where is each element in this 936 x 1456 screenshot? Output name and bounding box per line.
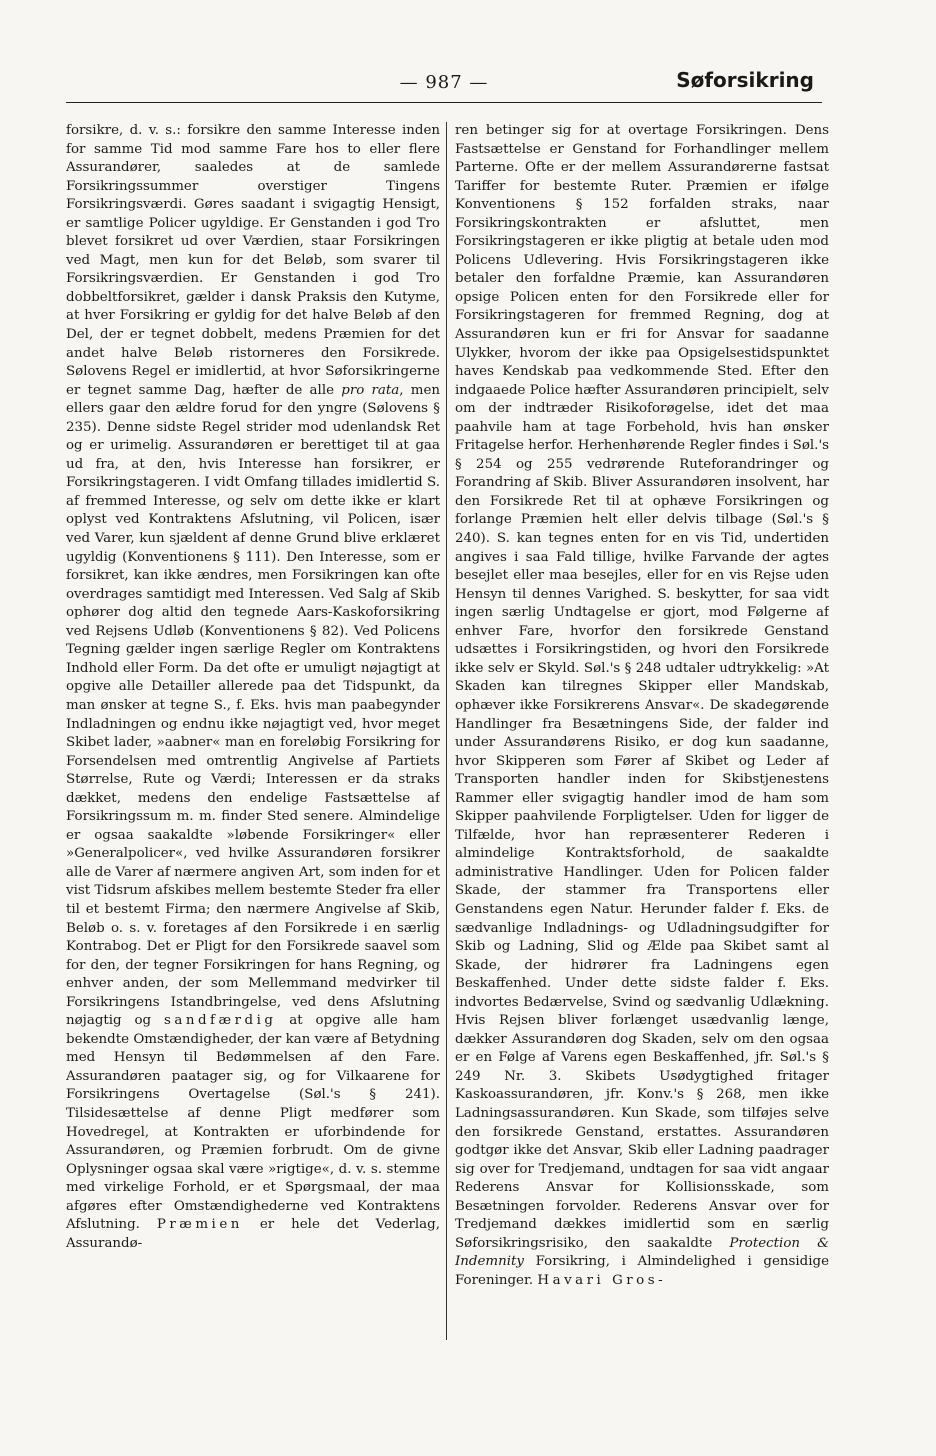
page-number: — 987 — bbox=[399, 72, 489, 93]
left-text-part-4: er hele det Vederlag, Assurandø- bbox=[66, 1217, 440, 1251]
left-spaced-term-2: Præmien bbox=[156, 1217, 243, 1233]
left-italic-term: pro rata bbox=[341, 382, 400, 398]
right-text-part-2: Forsikring, i Almindelighed i gensidige Foreninger. bbox=[455, 1254, 829, 1288]
right-spaced-term: Havari Gros- bbox=[537, 1272, 667, 1288]
running-title: Søforsikring bbox=[676, 68, 814, 92]
left-text-part-1: forsikre, d. v. s.: forsikre den samme Interesse inden for samme Tid mod samme Fare hos to eller flere Assurandører, saaledes at de samlede Forsikringssummer overstiger Tingens Forsikringsværdi. Gøres saadant i svigagtig Hensigt, er samtlige Policer ugyldige. Er Genstanden i god Tro blevet forsikret ud over Værdien, staar Forsikringen ved Magt, men kun for det Beløb, som svarer til Forsikringsværdien. Er Genstanden i god Tro dobbeltforsikret, gælder i dansk Praksis den Kutyme, at hver Forsikring er gyldig for det halve Beløb af den Del, der er tegnet dobbelt, medens Præmien for det andet halve Beløb ristorneres den Forsikrede. Sølovens Regel er imidlertid, at hvor Søforsikringerne er tegnet samme Dag, hæfter de alle bbox=[66, 123, 440, 398]
right-italic-term: Protection & Indemnity bbox=[455, 1235, 829, 1270]
right-text-part-1: ren betinger sig for at overtage Forsikringen. Dens Fastsættelse er Genstand for Forhandlinger mellem Parterne. Ofte er der mellem Assurandørerne fastsat Tariffer for bestemte Ruter. Præmien er ifølge Konventionens § 152 forfalden straks, naar Forsikringskontrakten er afsluttet, men Forsikringstageren er ikke pligtig at betale uden mod Policens Udlevering. Hvis Forsikringstageren ikke betaler den forfaldne Præmie, kan Assurandøren opsige Policen enten for den Forsikrede eller for Forsikringstageren for fremmed Regning, dog at Assurandøren kun er fri for Ansvar for saadanne Ulykker, hvorom der ikke paa Opsigelsestidspunktet haves Kendskab paa vedkommende Sted. Efter den indgaaede Police hæfter Assurandøren principielt, selv om der indtræder Risikoforøgelse, idet det maa paahvile ham at tage Forbehold, hvis han ønsker Fritagelse herfor. Herhenhørende Regler findes i Søl.'s § 254 og 255 vedrørende Ruteforandringer og Forandring af Skib. Bliver Assurandøren insolvent, har den Forsikrede Ret til at ophæve Forsikringen og forlange Præmien helt eller delvis tilbage (Søl.'s § 240). S. kan tegnes enten for en vis Tid, undertiden angives i saa Fald tillige, hvilke Farvande der agtes besejlet eller maa besejles, eller for en vis Rejse uden Hensyn til dennes Varighed. S. beskytter, for saa vidt ingen særlig Undtagelse er gjort, mod Følgerne af enhver Fare, hvorfor den forsikrede Genstand udsættes i Forsikringstiden, og hvori den Forsikrede ikke selv er Skyld. Søl.'s § 248 udtaler udtrykkelig: »At Skaden kan tilregnes Skipper eller Mandskab, ophæver ikke Forsikrerens Ansvar«. De skadegørende Handlinger fra Besætningens Side, der falder ind under Assurandørens Risiko, er dog kun saadanne, hvor Skipperen som Fører af Skibet og Leder af Transporten handler inden for Skibstjenestens Rammer eller svigagtig handler imod de ham som Skipper paahvilende Forpligtelser. Uden for ligger de Tilfælde, hvor han repræsenterer Rederen i almindelige Kontraktsforhold, de saakaldte administrative Handlinger. Uden for Policen falder Skade, der stammer fra Transportens eller Genstandens egen Natur. Herunder falder f. Eks. de sædvanlige Indladnings- og Udladningsudgifter for Skib og Ladning, Slid og Ælde paa Skibet samt al Skade, der hidrører fra Ladningens egen Beskaffenhed. Under dette sidste falder f. Eks. indvortes Bedærvelse, Svind og sædvanlig Udlækning. Hvis Rejsen bliver forlænget usædvanlig længe, dækker Assurandøren dog Skaden, selv om den ogsaa er en Følge af Varens egen Beskaffenhed, jfr. Søl.'s § 249 Nr. 3. Skibets Usødygtighed fritager Kaskoassurandøren, jfr. Konv.'s § 268, men ikke Ladningsassurandøren. Kun Skade, som tilføjes selve den forsikrede Genstand, erstattes. Assurandøren godtgør ikke det Ansvar, Skib eller Ladning paadrager sig over for Tredjemand, undtagen for saa vidt angaar Rederens Ansvar for Kollisionsskade, som Besætningen forvolder. Rederens Ansvar over for Tredjemand dækkes imidlertid som en særlig Søforsikringsrisiko, den saakaldte bbox=[455, 123, 829, 1251]
left-text-part-3: at opgive alle ham bekendte Omstændigheder, der kan være af Betydning med Hensyn til Bedømmelsen af den Fare. Assurandøren paatager sig, og for Vilkaarene for Forsikringens Overtagelse (Søl.'s § 241). Tilsidesættelse af denne Pligt medfører som Hovedregel, at Kontrakten er uforbindende for Assurandøren, og Præmien forbrudt. Om de givne Oplysninger ogsaa skal være »rigtige«, d. v. s. stemme med virkelige Forhold, er et Spørgsmaal, der maa afgøres efter Omstændighederne ved Kontraktens Afslutning. bbox=[66, 1013, 440, 1233]
left-text-part-2: , men ellers gaar den ældre forud for den yngre (Sølovens § 235). Denne sidste Regel strider mod udenlandsk Ret og er urimelig. Assurandøren er berettiget til at gaa ud fra, at den, hvis Interesse han forsikrer, er Forsikringstageren. I vidt Omfang tillades imidlertid S. af fremmed Interesse, og selv om dette ikke er klart oplyst ved Kontraktens Afslutning, vil Policen, især ved Varer, kun sjældent af denne Grund blive erklæret ugyldig (Konventionens § 111). Den Interesse, som er forsikret, kan ikke ændres, men Forsikringen kan ofte overdrages samtidigt med Interessen. Ved Salg af Skib ophører dog altid den tegnede Aars-Kaskoforsikring ved Rejsens Udløb (Konventionens § 82). Ved Policens Tegning gælder ingen særlige Regler om Kontraktens Indhold eller Form. Da det ofte er umuligt nøjagtigt at opgive alle Detailler allerede paa det Tidspunkt, da man ønsker at tegne S., f. Eks. hvis man paabegynder Indladningen og endnu ikke nøjagtigt ved, hvor meget Skibet lader, »aabner« man en foreløbig Forsikring for Forsendelsen med omtrentlig Angivelse af Partiets Størrelse, Rute og Værdi; Interessen er da straks dækket, medens den endelige Fastsættelse af Forsikringssum m. m. finder Sted senere. Almindelige er ogsaa saakaldte »løbende Forsikringer« eller »Generalpolicer«, ved hvilke Assurandøren forsikrer alle de Varer af nærmere angiven Art, som inden for et vist Tidsrum afskibes mellem bestemte Steder fra eller til et bestemt Firma; den nærmere Angivelse af Skib, Beløb o. s. v. foretages af den Forsikrede i en særlig Kontrabog. Det er Pligt for den Forsikrede saavel som for den, der tegner Forsikringen for hans Regning, og enhver anden, der som Mellemmand medvirker til Forsikringens Istandbringelse, ved dens Afslutning nøjagtig og bbox=[66, 382, 440, 1029]
column-divider bbox=[446, 122, 447, 1340]
left-column bbox=[66, 122, 440, 1342]
header-rule bbox=[66, 102, 822, 103]
page-header bbox=[66, 66, 822, 100]
left-column-text bbox=[66, 122, 440, 1253]
left-spaced-term: sandfærdig bbox=[164, 1013, 277, 1029]
right-column bbox=[455, 122, 829, 1342]
right-column-text bbox=[455, 122, 829, 1290]
